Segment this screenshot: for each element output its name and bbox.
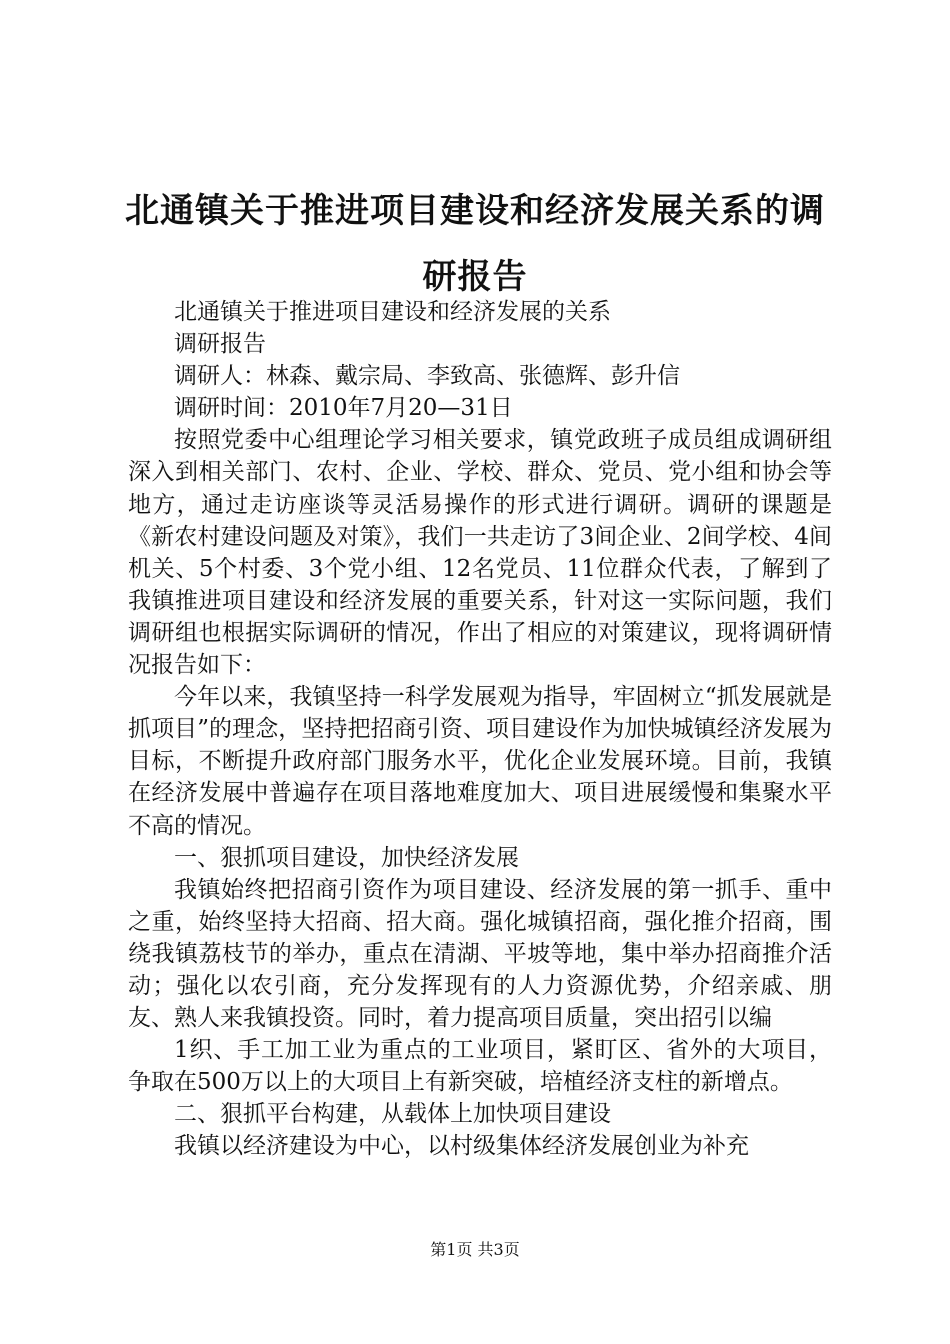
document-body: [128, 296, 832, 1163]
research-date-line: 调研时间：2010年7月20—31日: [174, 395, 513, 422]
subtitle-line-1: 北通镇关于推进项目建设和经济发展的关系: [174, 299, 611, 325]
document-title: 北通镇关于推进项目建设和经济发展关系的调研报告: [125, 191, 825, 297]
body-paragraph: 按照党委中心组理论学习相关要求，镇党政班子成员组成调研组深入到相关部门、农村、企业、学校、群众、党员、党小组和协会等地方，通过走访座谈等灵活易操作的形式进行调研。调研的课题是《新农村建设问题及对策》，我们一共走访了3间企业、2间学校、4间机关、5个村委、3个党小组、12名党员、11位群众代表，了解到了我镇推进项目建设和经济发展的重要关系，针对这一实际问题，我们调研组也根据实际调研的情况，作出了相应的对策建议，现将调研情况报告如下：: [128, 427, 832, 679]
body-paragraph: 今年以来，我镇坚持一科学发展观为指导，牢固树立“抓发展就是抓项目”的理念，坚持把招商引资、项目建设作为加快城镇经济发展为目标，不断提升政府部门服务水平，优化企业发展环境。目前，我镇在经济发展中普遍存在项目落地难度加大、项目进展缓慢和集聚水平不高的情况。: [128, 684, 832, 839]
body-paragraph: 我镇以经济建设为中心，以村级集体经济发展创业为补充: [174, 1133, 749, 1160]
section-heading-2: 二、狠抓平台构建，从载体上加快项目建设: [174, 1101, 611, 1128]
section-heading-1: 一、狠抓项目建设，加快经济发展: [174, 844, 519, 871]
body-paragraph: 1织、手工加工业为重点的工业项目，紧盯区、省外的大项目，争取在500万以上的大项目上有新突破，培植经济支柱的新增点。: [128, 1037, 832, 1096]
subtitle-line-2: 调研报告: [174, 331, 266, 358]
page-number-footer: 第1页 共3页: [430, 1240, 520, 1259]
body-paragraph: 我镇始终把招商引资作为项目建设、经济发展的第一抓手、重中之重，始终坚持大招商、招大商。强化城镇招商，强化推介招商，围绕我镇荔枝节的举办，重点在清湖、平坡等地，集中举办招商推介活动；强化以农引商，充分发挥现有的人力资源优势，介绍亲戚、朋友、熟人来我镇投资。同时，着力提高项目质量，突出招引以编: [128, 876, 832, 1032]
researchers-line: 调研人：林森、戴宗局、李致高、张德辉、彭升信: [174, 363, 680, 390]
